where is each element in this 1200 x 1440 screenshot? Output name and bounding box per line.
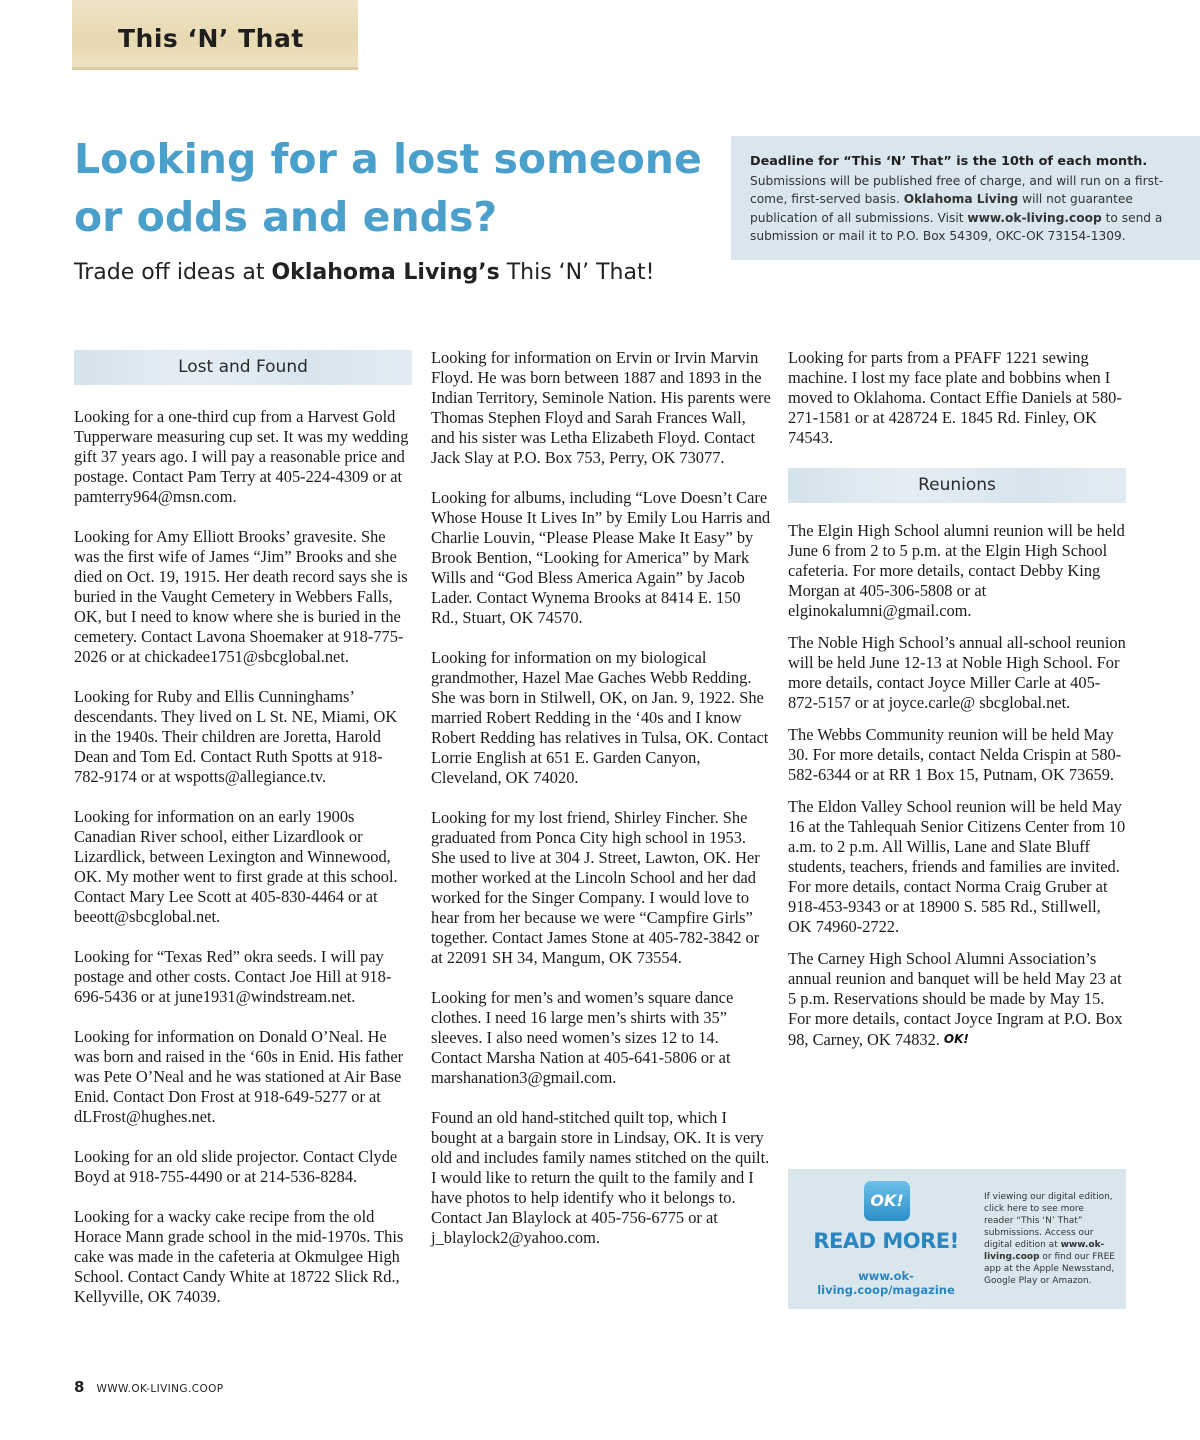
listing-item: Looking for “Texas Red” okra seeds. I will pay postage and other costs. Contact Joe Hill at 918-696-5436 or at june1931@windstream.net. [74, 947, 392, 1006]
deadline-lead: Deadline for “This ‘N’ That” is the 10th of each month. [750, 154, 1148, 169]
page-footer [74, 1377, 224, 1396]
reunion-item: The Elgin High School alumni reunion will be held June 6 from 2 to 5 p.m. at the Elgin High School cafeteria. For more details, contact Debby King Morgan at 405-306-5808 or at elginokalumni@gmail.com. [788, 521, 1125, 620]
deadline-box [731, 136, 1200, 260]
listing-item: Looking for information on Ervin or Irvin Marvin Floyd. He was born between 1887 and 1893 in the Indian Territory, Seminole Nation. His parents were Thomas Stephen Floyd and Sarah Frances Wall, and his sister was Letha Elizabeth Floyd. Contact Jack Slay at P.O. Box 753, Perry, OK 73077. [431, 348, 771, 467]
listing-item: Looking for Amy Elliott Brooks’ gravesite. She was the first wife of James “Jim” Brooks and she died on Oct. 19, 1915. Her death record says she is buried in the Vaught Cemetery in Webbers Falls, OK, but I need to know where she is buried in the cemetery. Contact Lavona Shoemaker at 918-775-2026 or at chickadee1751@sbcglobal.net. [74, 527, 408, 666]
reunions-heading: Reunions [788, 468, 1126, 503]
listing-item: Looking for a wacky cake recipe from the old Horace Mann grade school in the mid-1970s. This cake was made in the cafeteria at Okmulgee High School. Contact Candy White at 18722 Slick Rd., Kellyville, OK 74039. [74, 1207, 404, 1306]
read-more-title[interactable]: READ MORE! [813, 1229, 959, 1253]
column-2 [431, 348, 771, 1268]
reunion-item-text: The Carney High School Alumni Association’s annual reunion and banquet will be held May 23 at 5 p.m. Reservations should be made by May 15. For more details, contact Joyce Ingram at P.O. Box 98, Carney, OK 74832. [788, 949, 1123, 1049]
listing-item: Looking for my lost friend, Shirley Fincher. She graduated from Ponca City high school in 1953. She used to live at 304 J. Street, Lawton, OK. Her mother worked at the Lincoln School and her dad worked for the Singer Company. I would love to hear from her because we were “Campfire Girls” together. Contact James Stone at 405-782-3842 or at 22091 SH 34, Mangum, OK 73554. [431, 808, 760, 967]
listing-item: Looking for an old slide projector. Contact Clyde Boyd at 918-755-4490 or at 214-536-8284. [74, 1147, 398, 1186]
read-more-text [984, 1191, 1116, 1287]
subheadline [74, 260, 654, 285]
listing-item: Looking for albums, including “Love Doesn’t Care Whose House It Lives In” by Emily Lou Harris and Charlie Louvin, “Please Please Make It Easy” by Brook Bention, “Looking for America” by Mark Wills and “God Bless America Again” by Jacob Lader. Contact Wynema Brooks at 8414 E. 150 Rd., Stuart, OK 74570. [431, 488, 771, 627]
reunion-item: The Eldon Valley School reunion will be held May 16 at the Tahlequah Senior Citizens Center from 10 a.m. to 2 p.m. All Willis, Lane and Slate Bluff students, teachers, friends and families are invited. For more details, contact Norma Craig Gruber at 918-453-9343 or at 18900 S. 585 Rd., Stillwell, OK 74960-2722. [788, 797, 1126, 936]
footer-url: WWW.OK-LIVING.COOP [96, 1383, 224, 1395]
page-number: 8 [74, 1378, 85, 1396]
reunions-list [788, 521, 1126, 1050]
headline-line-1: Looking for a lost someone [74, 135, 702, 183]
read-more-box[interactable] [788, 1169, 1126, 1309]
ok-end-mark-icon: OK! [943, 1032, 969, 1046]
reunion-item-last [788, 949, 1126, 1050]
deadline-text-1: Submissions will be published free of charge, and will run on a first-come, first-served basis. [750, 173, 1164, 207]
column-3 [788, 348, 1126, 1062]
magazine-url-link[interactable]: www.ok-living.coop/magazine [817, 1269, 955, 1297]
listing-item: Looking for information on my biological grandmother, Hazel Mae Gaches Webb Redding. She was born in Stilwell, OK, on Jan. 9, 1922. She married Robert Redding in the ‘40s and I know Robert Redding has relatives in Tulsa, OK. Contact Lorrie English at 651 E. Garden Canyon, Cleveland, OK 74020. [431, 648, 769, 787]
listing-item: Looking for men’s and women’s square dance clothes. I need 16 large men’s shirts with 35” sleeves. I also need women’s sizes 12 to 14. Contact Marsha Nation at 405-641-5806 or at marshanation3@gmail.com. [431, 988, 734, 1087]
listing-item: Looking for a one-third cup from a Harvest Gold Tupperware measuring cup set. It was my wedding gift 37 years ago. I will pay a reasonable price and postage. Contact Pam Terry at 405-224-4309 or at pamterry964@msn.com. [74, 407, 409, 506]
deadline-text-3: to send a submission or mail it to P.O. Box 54309, OKC-OK 73154-1309. [750, 210, 1163, 244]
digital-edition-link[interactable]: www.ok-living.coop [984, 1240, 1105, 1262]
listing-item: Looking for parts from a PFAFF 1221 sewing machine. I lost my face plate and bobbins when I moved to Oklahoma. Contact Effie Daniels at 580-271-1581 or at 428724 E. 1845 Rd. Finley, OK 74543. [788, 348, 1122, 447]
subhead-post: This ‘N’ That! [499, 260, 655, 285]
lost-and-found-heading: Lost and Found [74, 350, 412, 385]
column-1 [74, 348, 412, 1327]
read-more-text-1: If viewing our digital edition, click here to see more reader “This ‘N’ That” submissions. Access our digital edition at [984, 1192, 1113, 1250]
read-more-text-2: or find our FREE app at the Apple Newsstand, Google Play or Amazon. [984, 1252, 1115, 1286]
ok-logo-icon: OK! [864, 1181, 910, 1221]
reunion-item: The Noble High School’s annual all-school reunion will be held June 12-13 at Noble High School. For more details, contact Joyce Miller Carle at 405-872-5157 or at joyce.carle@ sbcglobal.net. [788, 633, 1126, 712]
page-headline [74, 130, 714, 246]
subhead-pre: Trade off ideas at [74, 260, 272, 285]
listing-item: Found an old hand-stitched quilt top, which I bought at a bargain store in Lindsay, OK. It is very old and includes family names stitched on the quilt. I would like to return the quilt to the family and I have photos to help identify who it belongs to. Contact Jan Blaylock at 405-756-6775 or at j_blaylock2@yahoo.com. [431, 1108, 770, 1247]
listing-item: Looking for information on an early 1900s Canadian River school, either Lizardlook or Lizardlick, between Lexington and Winnewood, OK. My mother went to first grade at this school. Contact Mary Lee Scott at 405-830-4464 or at beeott@sbcglobal.net. [74, 807, 398, 926]
headline-line-2: or odds and ends? [74, 193, 498, 241]
reunion-item: The Webbs Community reunion will be held May 30. For more details, contact Nelda Crispin at 580-582-6344 or at RR 1 Box 15, Putnam, OK 73659. [788, 725, 1122, 784]
deadline-url-link[interactable]: www.ok-living.coop [967, 210, 1102, 225]
listing-item: Looking for information on Donald O’Neal. He was born and raised in the ‘60s in Enid. His father was Pete O’Neal and he was stationed at Air Base Enid. Contact Don Frost at 918-649-5277 or at dLFrost@hughes.net. [74, 1027, 404, 1126]
section-tab-label: This ‘N’ That [118, 24, 304, 53]
deadline-text-2: will not guarantee publication of all submissions. Visit [750, 192, 1133, 225]
subhead-brand: Oklahoma Living’s [271, 260, 500, 285]
deadline-brand: Oklahoma Living [903, 192, 1019, 207]
listing-item: Looking for Ruby and Ellis Cunninghams’ descendants. They lived on L St. NE, Miami, OK in the 1940s. Their children are Joretta, Harold Dean and Tom Ed. Contact Ruth Spotts at 918-782-9174 or at wspotts@allegiance.tv. [74, 687, 398, 786]
